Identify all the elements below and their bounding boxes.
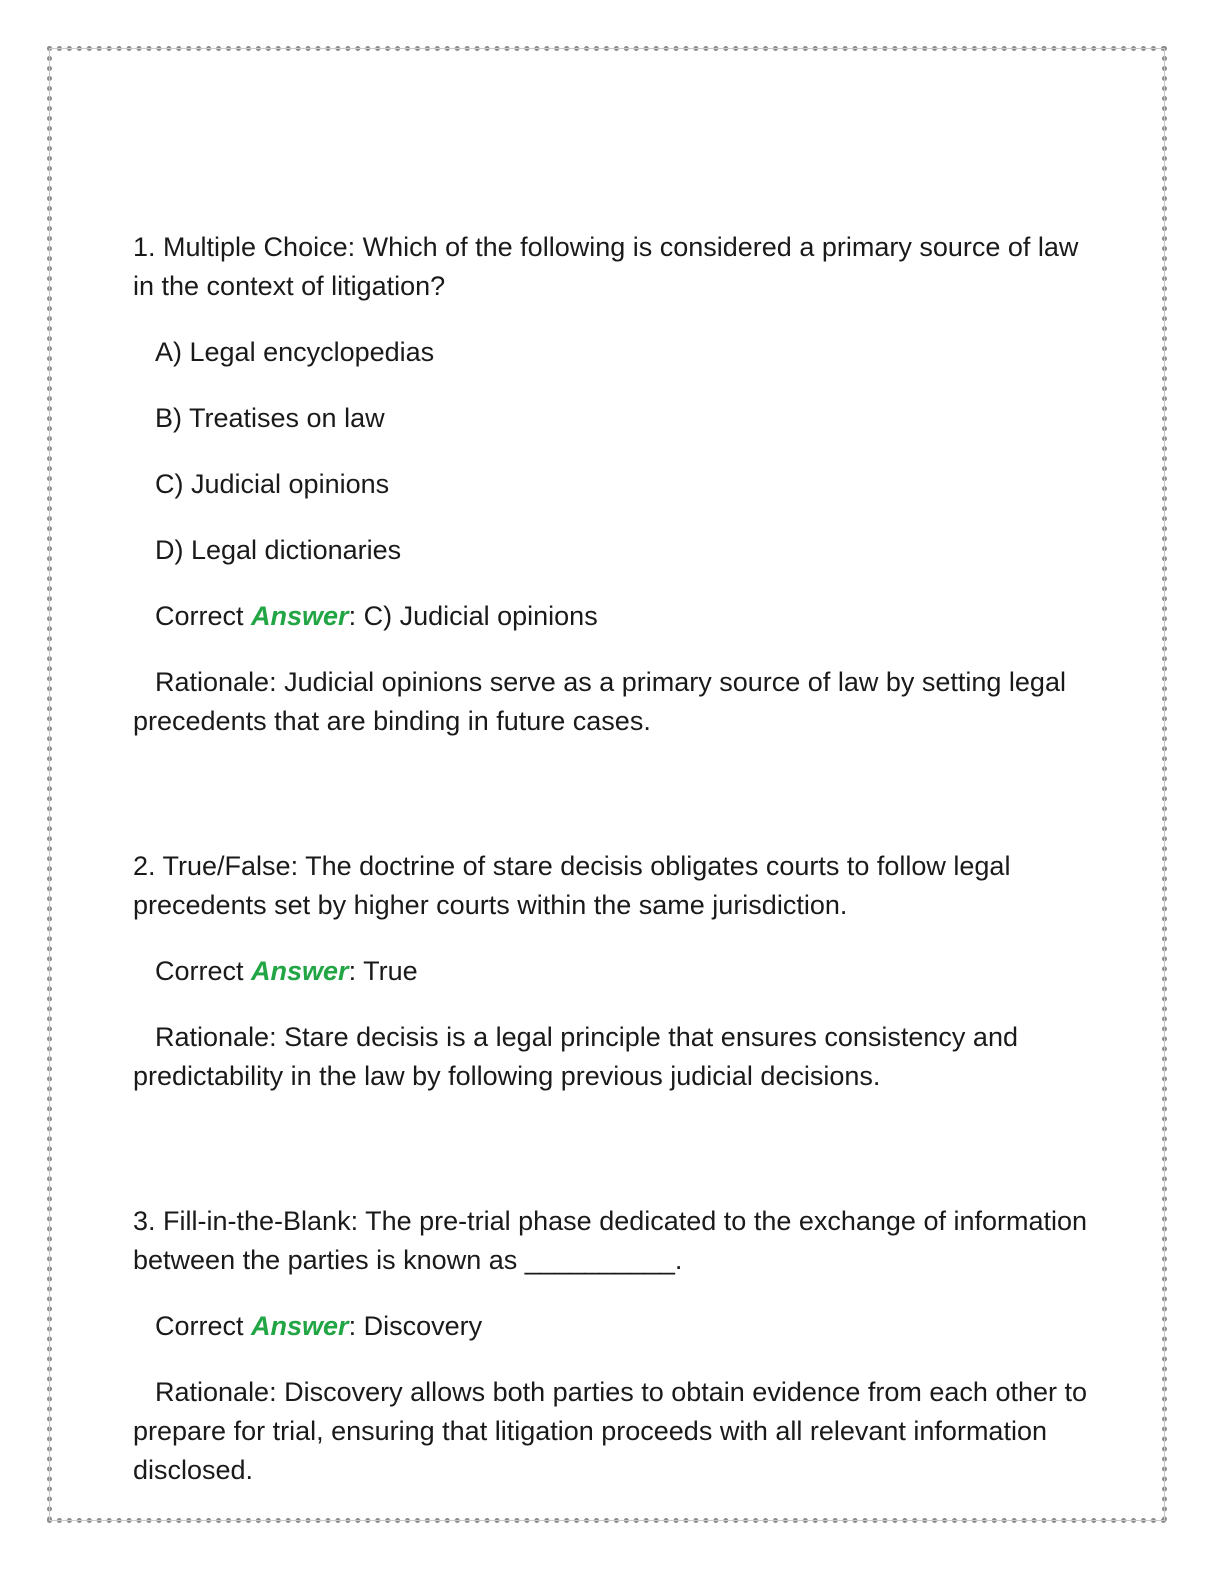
- question-3-rationale: Rationale: Discovery allows both parties to obtain evidence from each other to prepare for trial, ensuring that litigation proceeds with all relevant information disclosed.: [133, 1377, 1088, 1485]
- question-2-rationale: Rationale: Stare decisis is a legal principle that ensures consistency and predictability in the law by following previous judicial decisions.: [133, 1022, 1018, 1091]
- question-1-option-c: C) Judicial opinions: [155, 469, 390, 499]
- question-block-3: [133, 1202, 1093, 1490]
- spacer: [133, 768, 1093, 847]
- answer-label: Answer: [251, 1311, 349, 1341]
- question-block-1: [133, 228, 1093, 741]
- question-1-option-a: A) Legal encyclopedias: [155, 337, 435, 367]
- spacer: [133, 1123, 1093, 1202]
- question-2-prompt: 2. True/False: The doctrine of stare decisis obligates courts to follow legal precedents set by higher courts within the same jurisdiction.: [133, 851, 1011, 920]
- question-block-2: [133, 847, 1093, 1096]
- question-1-rationale: Rationale: Judicial opinions serve as a primary source of law by setting legal precedents that are binding in future cases.: [133, 667, 1066, 736]
- question-2-answer: Correct Answer: True: [155, 956, 418, 986]
- question-3-prompt: 3. Fill-in-the-Blank: The pre-trial phase dedicated to the exchange of information between the parties is known as __________.: [133, 1206, 1088, 1275]
- answer-label: Answer: [251, 956, 349, 986]
- document-body: [133, 228, 1093, 1517]
- question-1-option-b: B) Treatises on law: [155, 403, 385, 433]
- question-1-answer: Correct Answer: C) Judicial opinions: [155, 601, 598, 631]
- question-1-option-d: D) Legal dictionaries: [155, 535, 402, 565]
- question-1-prompt: 1. Multiple Choice: Which of the following is considered a primary source of law in the context of litigation?: [133, 232, 1079, 301]
- question-3-answer: Correct Answer: Discovery: [155, 1311, 483, 1341]
- answer-label: Answer: [251, 601, 349, 631]
